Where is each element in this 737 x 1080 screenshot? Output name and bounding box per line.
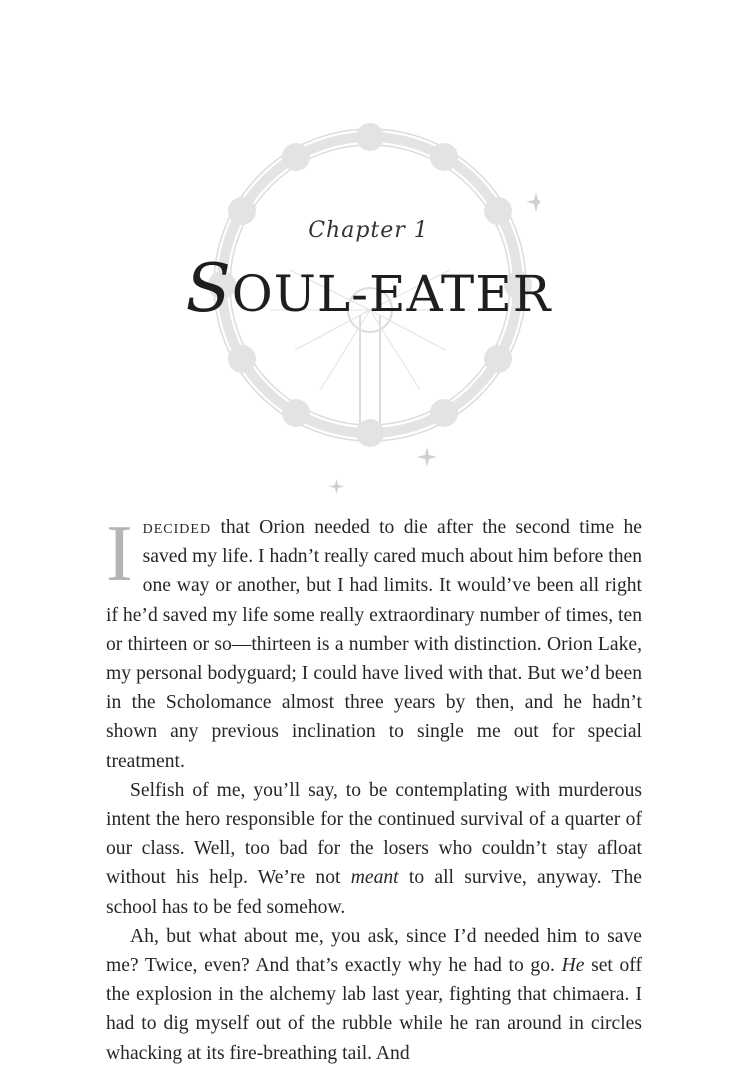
- paragraph-text: to all survive, anyway. The school has to be fed somehow.: [106, 867, 642, 918]
- paragraph-text: Selfish of me, you’ll say, to be contemplating with murderous intent the hero responsible for the continued survival of a quarter of our class. Well, too bad for the losers who couldn’t stay afloat without his help. We’re not: [106, 779, 642, 889]
- emphasis: meant: [350, 867, 399, 889]
- emphasis: He: [561, 955, 585, 977]
- paragraph-text: Ah, but what about me, you ask, since I’d needed him to save me? Twice, even? And that’s exactly why he had to go.: [106, 925, 642, 977]
- lead-in-word: decided: [142, 517, 212, 538]
- paragraph-text: that Orion needed to die after the second time he saved my life. I hadn’t really cared much about him before then one way or another, but I had limits. It would’ve been all right if he’d saved my life some really extraordinary number of times, ten or thirteen or so—thirteen is a number with distinction. Orion Lake, my personal bodyguard; I could have lived with that. But we’d been in the Scholomance almost three years by then, and he hadn’t shown any previous inclination to single me out for special treatment.: [106, 517, 642, 772]
- chapter-title: [0, 250, 737, 327]
- paragraph-text: set off the explosion in the alchemy lab last year, fighting that chimaera. I had to dig myself out of the rubble while he ran around in circles whacking at its fire-breathing tail. And: [106, 955, 642, 1064]
- chapter-number: Chapter 1: [308, 218, 429, 243]
- paragraph: [106, 510, 642, 776]
- chapter-title-rest: OUL-EATER: [231, 265, 552, 323]
- chapter-title-initial: S: [185, 250, 232, 327]
- chapter-body-text: [106, 510, 642, 1068]
- drop-cap: I: [106, 510, 133, 598]
- paragraph: [106, 922, 642, 1068]
- paragraph: [106, 776, 642, 922]
